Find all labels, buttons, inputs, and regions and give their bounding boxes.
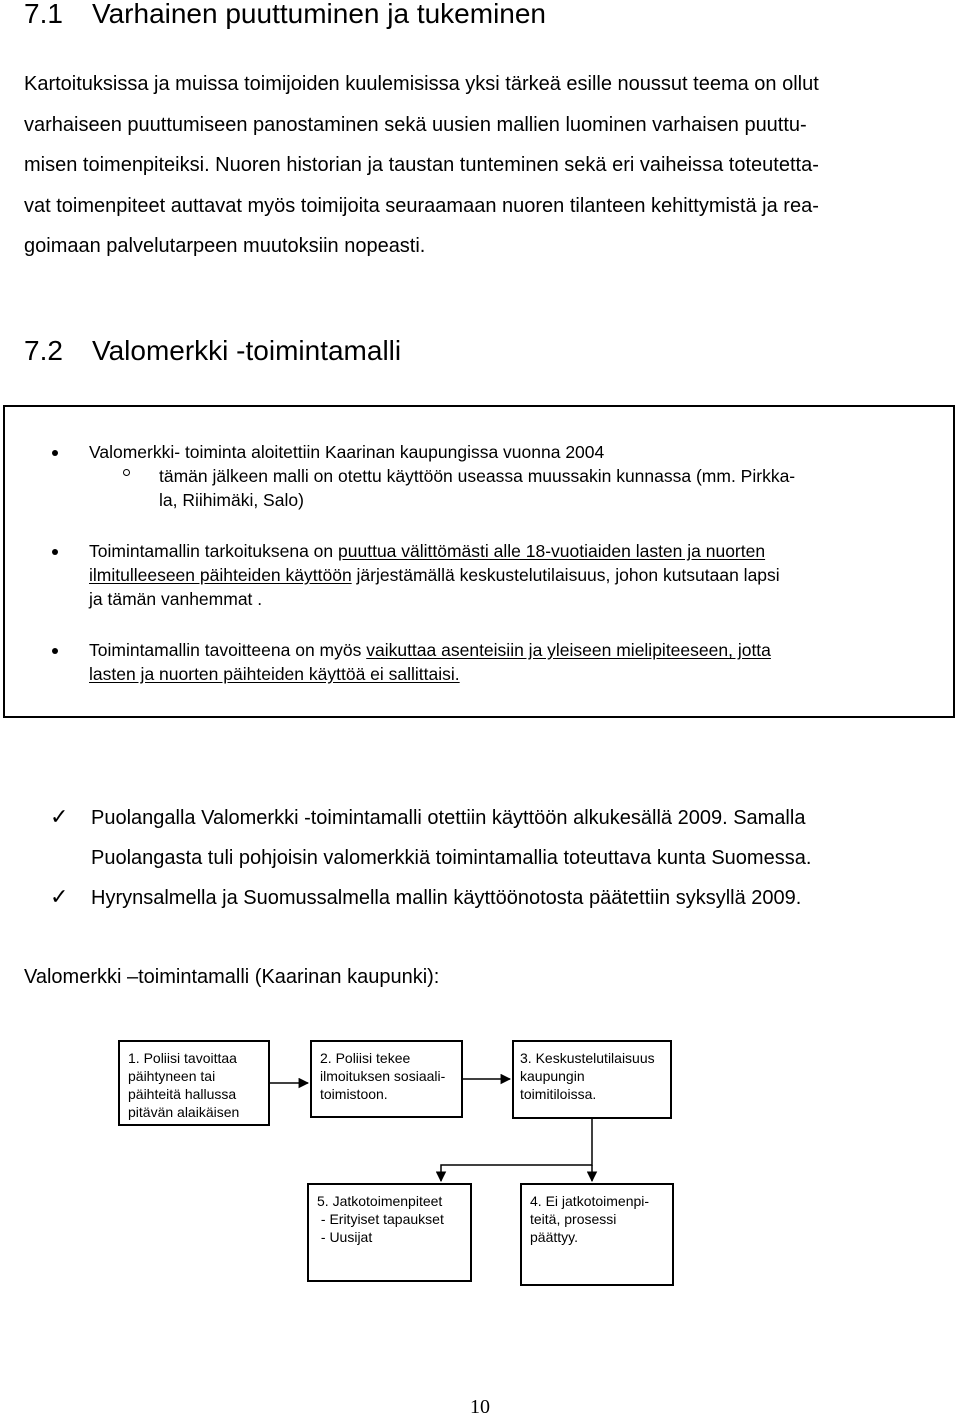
underlined-text: lasten ja nuorten päihteiden käyttöä ei sallittaisi. — [89, 664, 460, 684]
sub-bullet-line: la, Riihimäki, Salo) — [159, 490, 304, 510]
check-line: Puolangasta tuli pohjoisin valomerkkiä toimintamallia toteuttava kunta Suomessa. — [91, 847, 812, 869]
section-title: Valomerkki -toimintamalli — [92, 335, 402, 366]
flow-step-line: toimistoon. — [320, 1086, 388, 1102]
check-item-text: Hyrynsalmella ja Suomussalmella mallin käyttöönotosta päätettiin syksyllä 2009. — [91, 887, 802, 909]
page-number: 10 — [470, 1396, 490, 1418]
bullet-text: Valomerkki- toiminta aloitettiin Kaarinan kaupungissa vuonna 2004 — [89, 442, 605, 462]
flow-step-line: 4. Ei jatkotoimenpi- — [530, 1193, 650, 1209]
text-line: ja tämän vanhemmat . — [89, 589, 263, 609]
flow-step-line: 5. Jatkotoimenpiteet — [317, 1193, 443, 1209]
flow-step-line: toimitiloissa. — [520, 1086, 597, 1102]
flow-step-line: 1. Poliisi tavoittaa — [128, 1050, 237, 1066]
check-line: Puolangalla Valomerkki -toimintamalli otettiin käyttöön alkukesällä 2009. Samalla — [91, 807, 806, 829]
sub-bullet-line: tämän jälkeen malli on otettu käyttöön useassa muussakin kunnassa (mm. Pirkka- — [159, 466, 796, 486]
flow-step-line: ilmoituksen sosiaali- — [320, 1068, 446, 1084]
paragraph-line: Kartoituksissa ja muissa toimijoiden kuulemisissa yksi tärkeä esille noussut teema on ollut — [24, 73, 819, 95]
flowchart-title: Valomerkki –toimintamalli (Kaarinan kaupunki): — [24, 966, 440, 988]
underlined-text: puuttua välittömästi alle 18-vuotiaiden lasten ja nuorten — [338, 541, 766, 561]
flow-step-line: kaupungin — [520, 1068, 585, 1084]
flow-step-line: teitä, prosessi — [530, 1211, 617, 1227]
flow-step-line: päihtyneen tai — [128, 1068, 216, 1084]
paragraph-line: goimaan palvelutarpeen muutoksiin nopeasti. — [24, 235, 426, 258]
flow-step-line: 2. Poliisi tekee — [320, 1050, 411, 1066]
arrow-3-to-5 — [441, 1119, 592, 1181]
section-number: 7.2 — [24, 335, 63, 366]
flow-step-line: - Uusijat — [317, 1229, 373, 1245]
check-icon: ✓ — [50, 805, 69, 830]
section-title: Varhainen puuttuminen ja tukeminen — [92, 0, 547, 29]
flow-step-line: - Erityiset tapaukset — [317, 1211, 444, 1227]
text-span: Toimintamallin tarkoituksena on — [89, 541, 339, 561]
section-number: 7.1 — [24, 0, 63, 29]
flow-step-line: pitävän alaikäisen — [128, 1104, 240, 1120]
paragraph-line: vat toimenpiteet auttavat myös toimijoita seuraamaan nuoren tilanteen kehittymistä ja rea- — [24, 194, 819, 217]
underlined-text: ilmitulleeseen päihteiden käyttöön — [89, 565, 352, 585]
text-span: Toimintamallin tavoitteena on myös — [89, 640, 367, 660]
paragraph-line: varhaiseen puuttumiseen panostaminen sekä uusien mallien luominen varhaisen puuttu- — [24, 113, 807, 136]
check-icon: ✓ — [50, 885, 69, 910]
flow-step-line: päättyy. — [530, 1229, 578, 1245]
paragraph-line: misen toimenpiteiksi. Nuoren historian ja taustan tunteminen sekä eri vaiheissa toteutetta- — [24, 154, 819, 177]
flow-step-line: 3. Keskustelutilaisuus — [520, 1050, 655, 1066]
text-span: järjestämällä keskustelutilaisuus, johon kutsutaan lapsi — [351, 565, 780, 585]
underlined-text: vaikuttaa asenteisiin ja yleiseen mielipiteeseen, jotta — [366, 640, 771, 660]
flow-step-line: päihteitä hallussa — [128, 1086, 237, 1102]
